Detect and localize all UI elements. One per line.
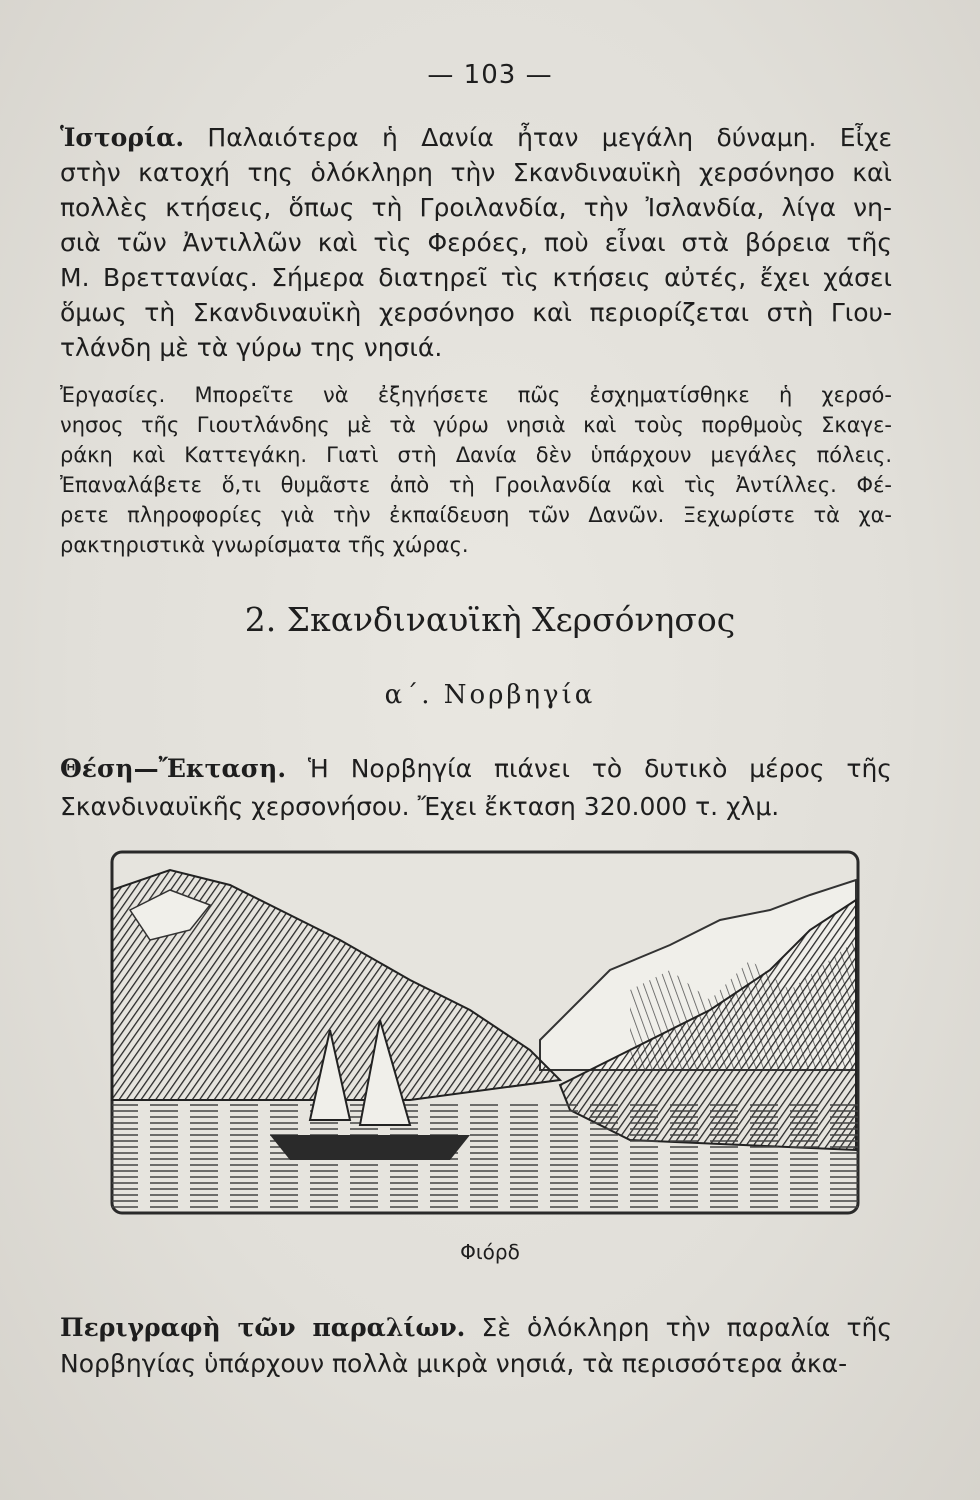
history-line — [60, 120, 892, 155]
history-line: τλάνδη μὲ τὰ γύρω της νησιά. — [60, 333, 443, 362]
history-heading: Ἱστορία. — [60, 123, 185, 152]
history-line: πολλὲς κτήσεις, ὅπως τὴ Γροιλανδία, τὴν Ἰσλανδία, λίγα νη- — [60, 193, 892, 222]
position-paragraph — [60, 750, 892, 826]
position-line — [60, 750, 892, 788]
history-line-text: Παλαιότερα ἡ Δανία ἦταν μεγάλη δύναμη. Εἶχε — [184, 123, 892, 152]
sailboat-hull — [270, 1135, 470, 1160]
exercises-line: ρετε πληροφορίες γιὰ τὴν ἐκπαίδευση τῶν Δανῶν. Ξεχωρίστε τὰ χα- — [60, 503, 892, 527]
history-paragraph — [60, 120, 892, 365]
history-line: ὅμως τὴ Σκανδιναυϊκὴ χερσόνησο καὶ περιορίζεται στὴ Γιου- — [60, 298, 892, 327]
coast-paragraph — [60, 1310, 892, 1382]
fjord-water — [112, 1100, 858, 1211]
fjord-drawing — [110, 850, 860, 1215]
history-line: στὴν κατοχή της ὁλόκληρη τὴν Σκανδιναυϊκὴ χερσόνησο καὶ — [60, 158, 892, 187]
coast-line-text: Σὲ ὁλόκληρη τὴν παραλία τῆς — [465, 1313, 893, 1342]
exercises-paragraph — [60, 380, 892, 560]
fjord-illustration — [110, 850, 860, 1215]
position-line-text: Ἡ Νορβηγία πιάνει τὸ δυτικὸ μέρος τῆς — [286, 754, 892, 783]
exercises-line: ράκη καὶ Καττεγάκη. Γιατὶ στὴ Δανία δὲν ὑπάρχουν μεγάλες πόλεις. — [60, 443, 892, 467]
exercises-line: Ἐπαναλάβετε ὅ,τι θυμᾶστε ἀπὸ τὴ Γροιλανδία καὶ τὶς Ἀντίλλες. Φέ- — [60, 473, 892, 497]
figure-caption: Φιόρδ — [460, 1240, 520, 1264]
subsection-title: α΄. Νορβηγία — [384, 680, 596, 710]
history-line: σιὰ τῶν Ἀντιλλῶν καὶ τὶς Φερόες, ποὺ εἶναι στὰ βόρεια τῆς — [60, 228, 892, 257]
coast-line — [60, 1310, 892, 1346]
page-number: — 103 — — [427, 60, 553, 90]
history-line: Μ. Βρεττανίας. Σήμερα διατηρεῖ τὶς κτήσεις αὐτές, ἔχει χάσει — [60, 263, 892, 292]
position-line: Σκανδιναυϊκῆς χερσονήσου. Ἔχει ἔκταση 320.000 τ. χλμ. — [60, 792, 780, 821]
exercises-line: Ἐργασίες. Μπορεῖτε νὰ ἐξηγήσετε πῶς ἐσχηματίσθηκε ἡ χερσό- — [60, 383, 892, 407]
position-heading: Θέση—Ἔκταση. — [60, 754, 287, 783]
coast-line: Νορβηγίας ὑπάρχουν πολλὰ μικρὰ νησιά, τὰ περισσότερα ἀκα- — [60, 1349, 848, 1378]
section-title: 2. Σκανδιναυϊκὴ Χερσόνησος — [244, 600, 736, 639]
coast-heading: Περιγραφὴ τῶν παραλίων. — [60, 1313, 466, 1342]
exercises-line: ρακτηριστικὰ γνωρίσματα τῆς χώρας. — [60, 533, 469, 557]
exercises-line: νησος τῆς Γιουτλάνδης μὲ τὰ γύρω νησιὰ καὶ τοὺς πορθμοὺς Σκαγε- — [60, 413, 892, 437]
